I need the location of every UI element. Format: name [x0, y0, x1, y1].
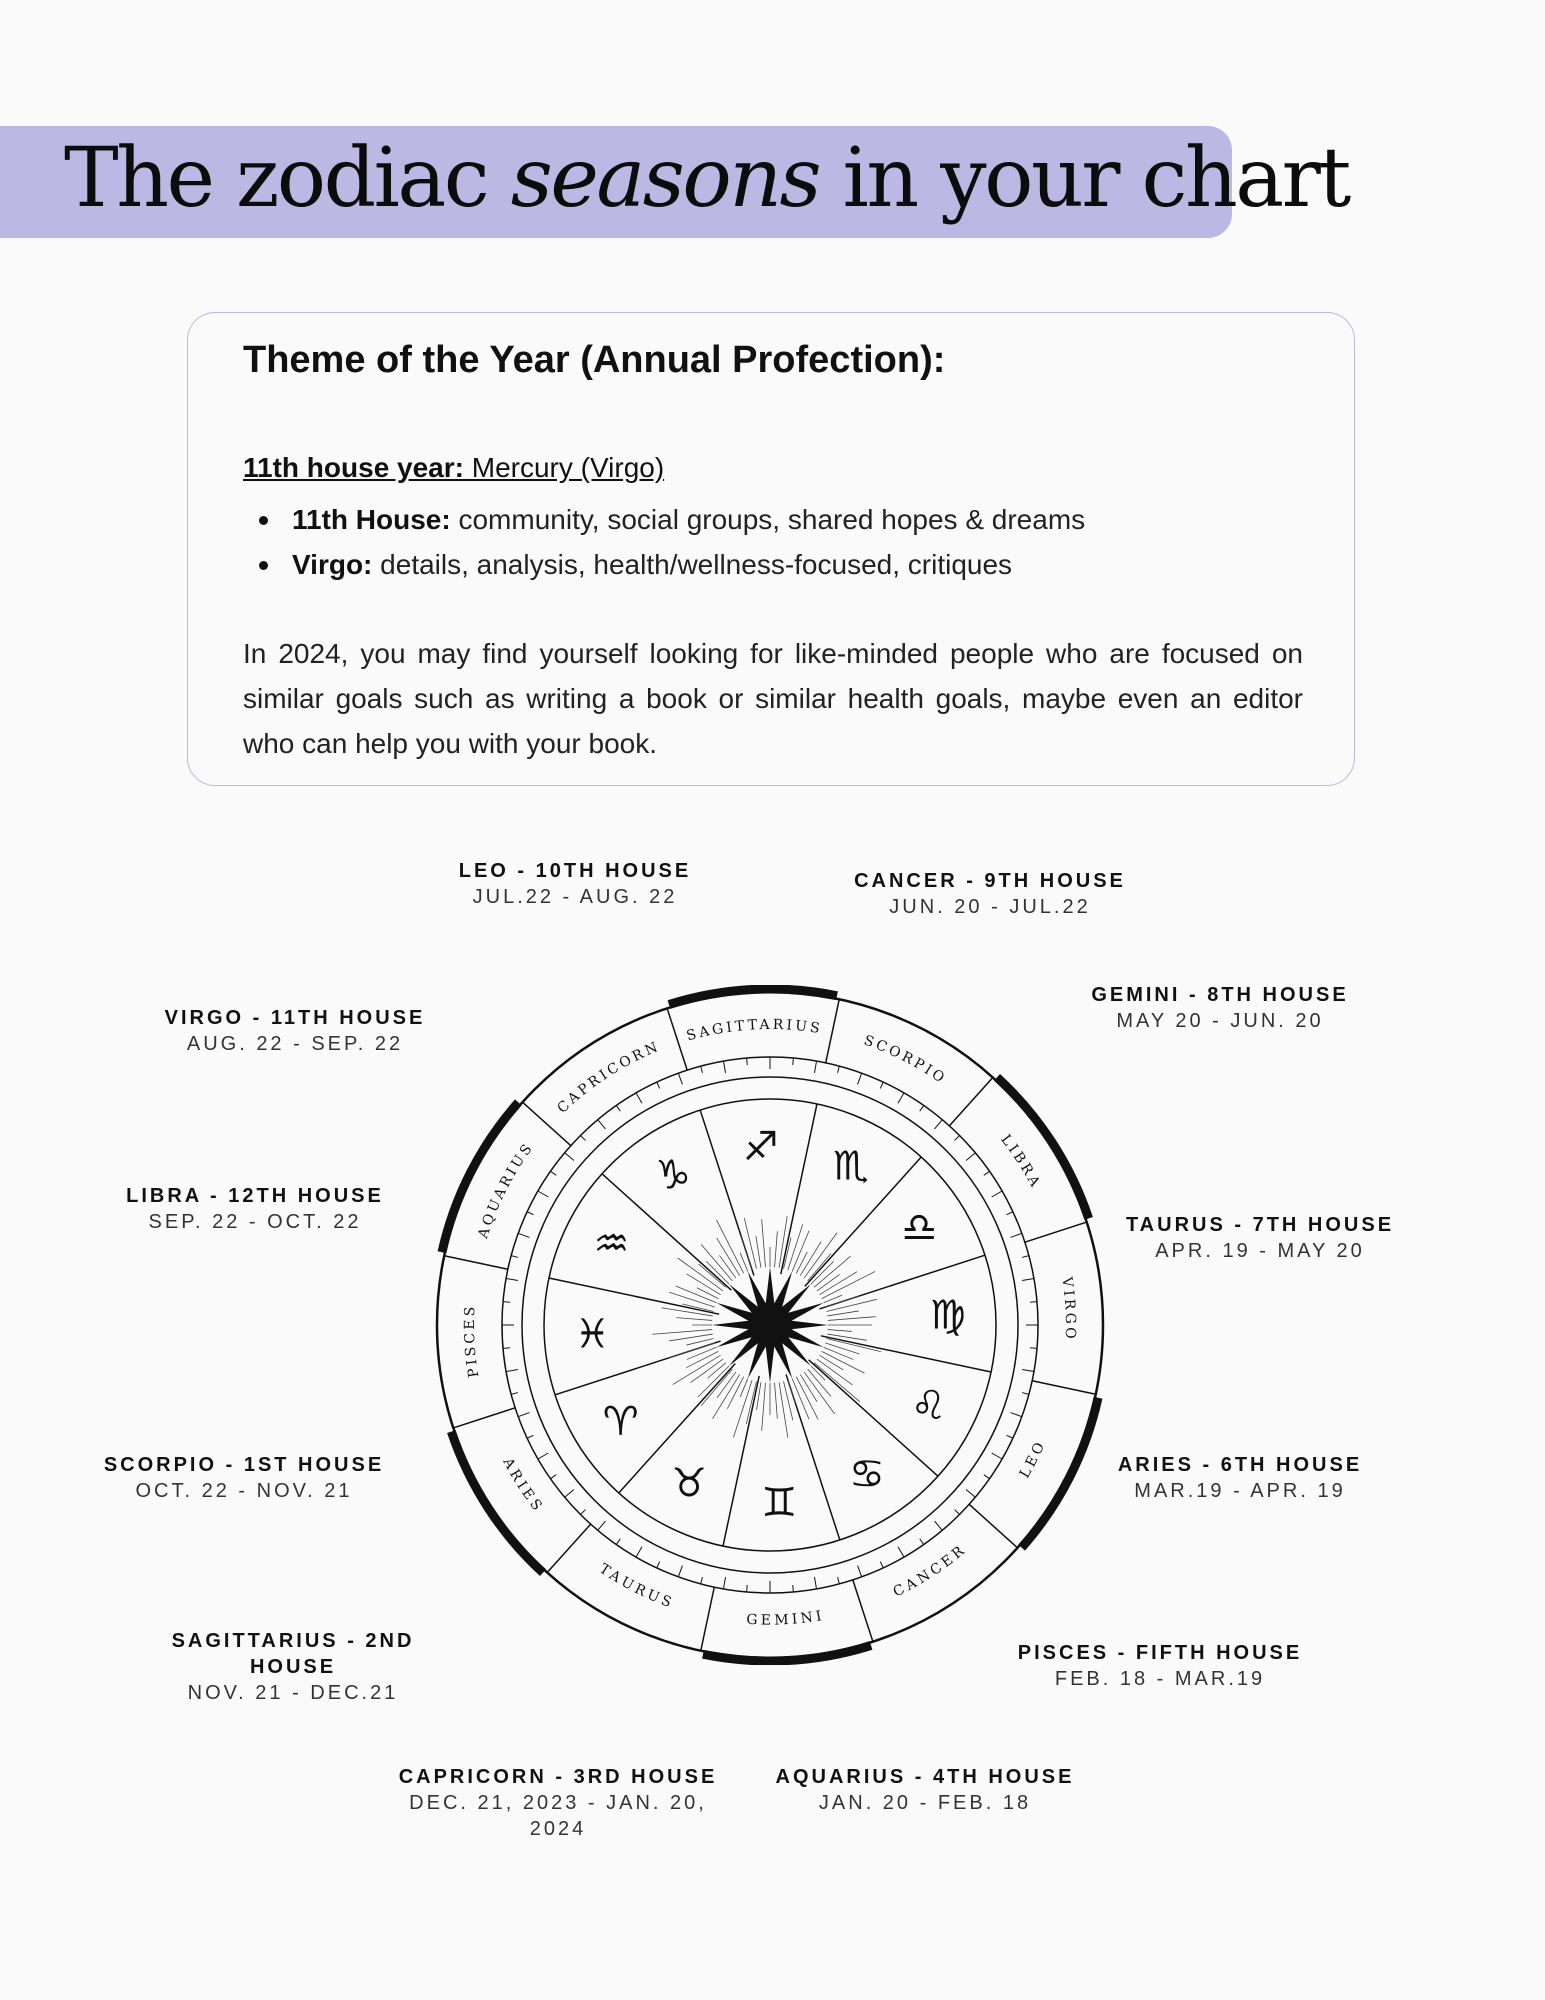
wheel-tick [511, 1256, 518, 1258]
wheel-tick [678, 1073, 682, 1084]
wheel-tick [511, 1393, 518, 1395]
title-part-1: The zodiac [64, 131, 511, 226]
zodiac-glyph-icon: ♊ [761, 1479, 798, 1526]
zodiac-wheel [430, 985, 1110, 1665]
house-year-value: Mercury (Virgo) [463, 452, 665, 483]
wheel-sign-name: TAURUS [596, 1560, 677, 1612]
wheel-spoke [781, 1104, 817, 1274]
star-ray [827, 1334, 867, 1340]
zodiac-glyph-icon: ♏ [832, 1143, 869, 1190]
star-ray [814, 1256, 850, 1287]
wheel-sign-name: LIBRA [997, 1131, 1045, 1192]
bullet-term: Virgo: [292, 549, 373, 580]
title-italic-word: seasons [510, 131, 820, 226]
wheel-sign-name: CANCER [890, 1541, 970, 1601]
wheel-tick [657, 1562, 660, 1568]
star-ray [826, 1299, 877, 1311]
wheel-tick [550, 1171, 556, 1175]
wheel-tick [518, 1233, 529, 1237]
wheel-sign-name: VIRGO [1058, 1276, 1079, 1342]
star-ray [825, 1296, 859, 1307]
star-ray [827, 1311, 859, 1316]
star-ray [796, 1252, 807, 1273]
bullet-text: community, social groups, shared hopes & dreams [450, 504, 1086, 535]
star-ray [822, 1271, 875, 1298]
wheel-tick [1022, 1256, 1029, 1258]
wheel-tick [858, 1566, 862, 1577]
wheel-tick [880, 1082, 883, 1088]
wheel-tick [966, 1153, 975, 1161]
wheel-tick [701, 1577, 703, 1584]
star-ray [824, 1347, 854, 1359]
wheel-divider [453, 1408, 515, 1428]
star-ray [819, 1355, 843, 1370]
star-ray [756, 1236, 761, 1268]
bullet-item [243, 497, 1085, 542]
star-ray [701, 1244, 732, 1280]
wheel-sign-name: LEO [1016, 1437, 1050, 1481]
wheel-tick [1022, 1393, 1029, 1395]
wheel-divider [853, 1580, 873, 1642]
wheel-tick [992, 1191, 1002, 1197]
wheel-tick [793, 1585, 794, 1592]
wheel-divider [701, 1587, 715, 1651]
house-label-pisces: PISCES - FIFTH HOUSE FEB. 18 - MAR.19 [1017, 1642, 1303, 1690]
star-ray [828, 1330, 852, 1332]
wheel-tick [527, 1212, 533, 1215]
wheel-tick [723, 1577, 725, 1589]
wheel-spoke [821, 1336, 991, 1372]
wheel-tick [1022, 1369, 1034, 1371]
wheel-tick [1030, 1302, 1037, 1303]
wheel-tick [506, 1278, 518, 1280]
wheel-spoke [723, 1376, 759, 1546]
star-ray [698, 1366, 729, 1397]
house-label-scorpio: SCORPIO - 1ST HOUSE OCT. 22 - NOV. 21 [103, 1454, 385, 1502]
house-label-leo: LEO - 10TH HOUSE JUL.22 - AUG. 22 [458, 860, 692, 908]
star-ray [817, 1274, 840, 1290]
zodiac-glyph-icon: ♈ [602, 1398, 639, 1445]
zodiac-glyph-icon: ♒ [593, 1221, 630, 1268]
wheel-tick [814, 1061, 816, 1073]
wheel-tick [1030, 1348, 1037, 1349]
wheel-tick [955, 1510, 960, 1515]
star-ray [701, 1369, 732, 1405]
wheel-tick [616, 1539, 620, 1545]
house-label-taurus: TAURUS - 7TH HOUSE APR. 19 - MAY 20 [1125, 1214, 1395, 1262]
house-label-virgo: VIRGO - 11TH HOUSE AUG. 22 - SEP. 22 [164, 1007, 426, 1055]
wheel-tick [1022, 1278, 1034, 1280]
wheel-tick [992, 1453, 1002, 1459]
house-label-cancer: CANCER - 9TH HOUSE JUN. 20 - JUL.22 [854, 870, 1126, 918]
wheel-tick [935, 1120, 943, 1129]
wheel-tick [538, 1453, 548, 1459]
wheel-divider [1032, 1381, 1096, 1395]
wheel-tick [858, 1073, 862, 1084]
zodiac-glyph-icon: ♑ [655, 1152, 691, 1199]
wheel-tick [580, 1135, 585, 1140]
zodiac-glyph-icon: ♐ [742, 1124, 779, 1171]
wheel-tick [565, 1490, 574, 1498]
star-ray [687, 1347, 717, 1359]
wheel-tick [598, 1120, 606, 1129]
zodiac-glyph-icon: ♋ [849, 1451, 885, 1498]
star-ray [652, 1330, 712, 1335]
wheel-tick [920, 1539, 924, 1545]
wheel-sign-name: PISCES [461, 1303, 483, 1379]
star-ray [676, 1318, 712, 1321]
wheel-sign-name: SCORPIO [861, 1032, 950, 1088]
bullet-text: details, analysis, health/wellness-focused, critiques [372, 549, 1013, 580]
wheel-tick [984, 1171, 990, 1175]
wheel-divider [969, 1504, 1017, 1547]
theme-bullet-list [243, 497, 1085, 587]
wheel-tick [1007, 1212, 1013, 1215]
wheel-tick [1011, 1233, 1022, 1237]
wheel-divider [1025, 1222, 1087, 1242]
center-star-icon [712, 1267, 828, 1383]
house-label-libra: LIBRA - 12TH HOUSE SEP. 22 - OCT. 22 [126, 1185, 384, 1233]
theme-of-year-card [187, 312, 1355, 786]
wheel-tick [1011, 1413, 1022, 1417]
wheel-tick [518, 1413, 529, 1417]
wheel-sign-name: AQUARIUS [475, 1139, 538, 1241]
zodiac-glyph-icon: ♍ [929, 1292, 966, 1339]
wheel-tick [636, 1547, 642, 1557]
house-label-sagittarius: SAGITTARIUS - 2ND HOUSE NOV. 21 - DEC.21 [171, 1630, 415, 1704]
wheel-tick [550, 1475, 556, 1479]
wheel-tick [657, 1082, 660, 1088]
wheel-divider [826, 999, 840, 1063]
wheel-accent-arc [669, 989, 837, 1005]
wheel-divider [444, 1256, 508, 1270]
star-ray [762, 1219, 766, 1267]
zodiac-glyph-icon: ♓ [574, 1311, 611, 1358]
wheel-sign-name: SAGITTARIUS [684, 1016, 824, 1045]
wheel-tick [598, 1521, 606, 1530]
bullet-item [243, 542, 1085, 587]
wheel-tick [898, 1093, 904, 1103]
wheel-tick [880, 1562, 883, 1568]
wheel-tick [920, 1105, 924, 1111]
wheel-tick [538, 1191, 548, 1197]
star-ray [775, 1383, 778, 1419]
wheel-tick [838, 1066, 840, 1073]
wheel-tick [678, 1566, 682, 1577]
wheel-tick [701, 1066, 703, 1073]
wheel-tick [898, 1547, 904, 1557]
star-ray [744, 1218, 756, 1269]
star-ray [779, 1382, 788, 1437]
wheel-divider [667, 1008, 687, 1070]
wheel-accent-arc [703, 1645, 871, 1661]
house-label-aries: ARIES - 6TH HOUSE MAR.19 - APR. 19 [1117, 1454, 1363, 1502]
wheel-sign-name: CAPRICORN [554, 1038, 663, 1117]
star-ray [826, 1339, 880, 1352]
wheel-tick [503, 1302, 510, 1303]
wheel-tick [723, 1061, 725, 1073]
wheel-tick [527, 1435, 533, 1438]
wheel-tick [636, 1093, 642, 1103]
bullet-term: 11th House: [292, 504, 451, 535]
star-ray [716, 1220, 743, 1273]
wheel-divider [547, 1524, 590, 1572]
wheel-tick [838, 1577, 840, 1584]
house-label-capricorn: CAPRICORN - 3RD HOUSE DEC. 21, 2023 - JAN. 20, 2024 [398, 1766, 718, 1840]
wheel-tick [814, 1577, 816, 1589]
house-year-label: 11th house year: [243, 452, 464, 483]
star-ray [673, 1355, 721, 1384]
star-ray [719, 1255, 735, 1278]
star-ray [713, 1374, 740, 1418]
star-ray [734, 1380, 753, 1437]
star-ray [746, 1381, 756, 1424]
theme-paragraph: In 2024, you may find yourself looking for like-minded people who are focused on similar goals such as writing a book or similar health goals, maybe even an editor who can help you with your book. [243, 638, 1303, 759]
wheel-tick [747, 1058, 748, 1065]
star-ray [775, 1231, 778, 1267]
zodiac-glyph-icon: ♎ [901, 1205, 938, 1252]
wheel-tick [955, 1135, 960, 1140]
wheel-sign-name: ARIES [499, 1455, 547, 1517]
star-ray [825, 1343, 859, 1354]
wheel-tick [565, 1153, 574, 1161]
zodiac-glyph-icon: ♉ [671, 1460, 708, 1507]
page-title [64, 124, 1349, 234]
wheel-tick [1007, 1435, 1013, 1438]
wheel-tick [793, 1058, 794, 1065]
title-part-2: in your chart [819, 131, 1349, 226]
wheel-tick [503, 1348, 510, 1349]
star-ray [762, 1383, 766, 1431]
zodiac-glyph-icon: ♌ [910, 1382, 947, 1429]
house-label-gemini: GEMINI - 8TH HOUSE MAY 20 - JUN. 20 [1091, 984, 1349, 1032]
star-ray [697, 1288, 718, 1299]
star-ray [741, 1236, 752, 1270]
wheel-sign-name: GEMINI [745, 1607, 826, 1629]
wheel-spoke [549, 1278, 719, 1314]
wheel-tick [935, 1521, 943, 1530]
wheel-tick [580, 1510, 585, 1515]
wheel-tick [984, 1475, 990, 1479]
wheel-divider [949, 1078, 992, 1126]
wheel-tick [966, 1490, 975, 1498]
star-ray [784, 1381, 793, 1420]
wheel-tick [747, 1585, 748, 1592]
star-ray [828, 1317, 876, 1321]
house-year-line [243, 451, 664, 485]
house-label-aquarius: AQUARIUS - 4TH HOUSE JAN. 20 - FEB. 18 [775, 1766, 1075, 1814]
theme-heading: Theme of the Year (Annual Profection): [243, 339, 946, 381]
wheel-tick [616, 1105, 620, 1111]
wheel-tick [506, 1369, 518, 1371]
